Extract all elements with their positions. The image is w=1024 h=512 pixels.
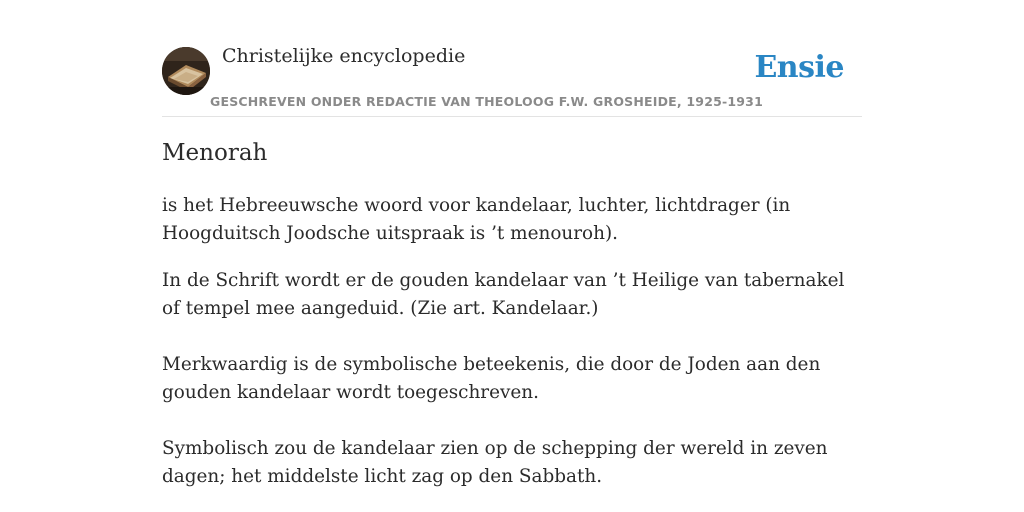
source-avatar[interactable] — [162, 47, 210, 95]
article-paragraph: Merkwaardig is de symbolische beteekenis, die door de Joden aan den gouden kandelaar wordt toegeschreven. — [162, 354, 821, 403]
brand-logo-link[interactable]: Ensie — [754, 50, 844, 85]
page — [162, 0, 862, 512]
article-paragraph: In de Schrift wordt er de gouden kandelaar van ’t Heilige van tabernakel of tempel mee aangeduid. (Zie art. Kandelaar.) — [162, 270, 845, 319]
book-photo-icon — [162, 47, 210, 95]
source-subtitle: GESCHREVEN ONDER REDACTIE VAN THEOLOOG F.W. GROSHEIDE, 1925-1931 — [210, 94, 763, 109]
article-paragraph: Symbolisch zou de kandelaar zien op de schepping der wereld in zeven dagen; het middelste licht zag op den Sabbath. — [162, 438, 828, 487]
source-header — [162, 0, 862, 117]
source-title[interactable]: Christelijke encyclopedie — [222, 45, 466, 67]
article-paragraph: is het Hebreeuwsche woord voor kandelaar, luchter, lichtdrager (in Hoogduitsch Joodsche uitspraak is ’t menouroh). — [162, 195, 791, 244]
article-title: Menorah — [162, 140, 268, 166]
